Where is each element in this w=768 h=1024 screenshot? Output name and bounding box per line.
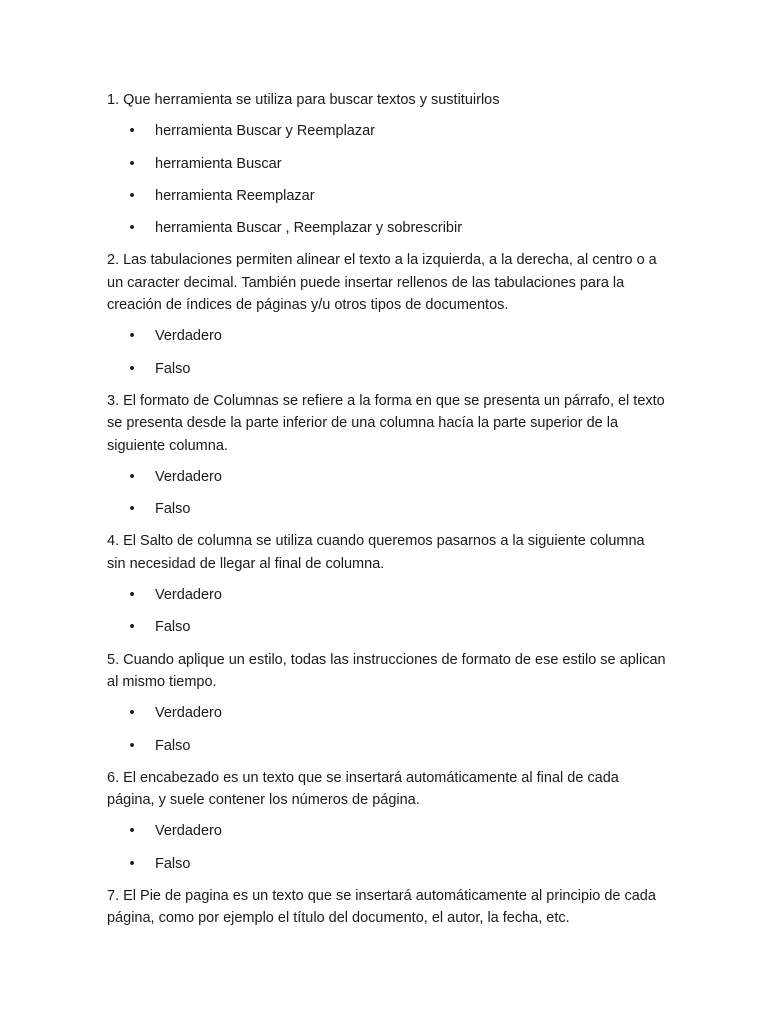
option-label: Falso <box>155 855 191 872</box>
bullet-icon: • <box>129 468 135 485</box>
bullet-icon: • <box>129 737 135 754</box>
bullet-icon: • <box>129 855 135 872</box>
option-item <box>107 735 667 757</box>
option-label: Verdadero <box>155 468 222 485</box>
bullet-icon: • <box>129 501 135 518</box>
bullet-icon: • <box>129 823 135 840</box>
option-label: herramienta Reemplazar <box>155 187 315 204</box>
bullet-icon: • <box>129 123 135 140</box>
bullet-icon: • <box>129 587 135 604</box>
option-item <box>107 153 667 175</box>
option-label: Verdadero <box>155 705 222 722</box>
bullet-icon: • <box>129 328 135 345</box>
option-item <box>107 584 667 606</box>
option-item <box>107 702 667 724</box>
option-list <box>107 466 667 521</box>
option-label: herramienta Buscar y Reemplazar <box>155 123 376 140</box>
question-2 <box>107 249 667 379</box>
question-3 <box>107 390 667 520</box>
option-list <box>107 584 667 639</box>
bullet-icon: • <box>129 619 135 636</box>
question-text: 5. Cuando aplique un estilo, todas las instrucciones de formato de ese estilo se aplican al mismo tiempo. <box>107 651 666 690</box>
option-list <box>107 120 667 239</box>
question-6 <box>107 767 667 875</box>
question-text: 6. El encabezado es un texto que se insertará automáticamente al final de cada página, y suele contener los números de página. <box>107 769 619 809</box>
option-label: Falso <box>155 501 191 518</box>
option-item <box>107 358 667 380</box>
option-item <box>107 466 667 488</box>
option-label: herramienta Buscar <box>155 155 282 172</box>
question-1 <box>107 89 667 239</box>
option-label: Falso <box>155 619 191 636</box>
option-item <box>107 217 667 239</box>
bullet-icon: • <box>129 187 135 204</box>
question-text: 4. El Salto de columna se utiliza cuando queremos pasarnos a la siguiente columna sin necesidad de llegar al final de columna. <box>107 533 645 572</box>
question-4 <box>107 530 667 638</box>
option-label: Falso <box>155 737 191 754</box>
option-item <box>107 120 667 142</box>
option-item <box>107 853 667 875</box>
option-label: Falso <box>155 360 191 377</box>
option-item <box>107 185 667 207</box>
question-text: 1. Que herramienta se utiliza para buscar textos y sustituirlos <box>107 92 500 108</box>
question-text: 3. El formato de Columnas se refiere a la forma en que se presenta un párrafo, el texto se presenta desde la parte inferior de una columna hacía la parte superior de la siguiente columna. <box>107 392 665 454</box>
question-5 <box>107 649 667 757</box>
bullet-icon: • <box>129 220 135 237</box>
option-item <box>107 616 667 638</box>
question-7 <box>107 885 667 930</box>
option-list <box>107 702 667 757</box>
option-list <box>107 325 667 380</box>
quiz-content <box>107 89 667 939</box>
option-item <box>107 820 667 842</box>
bullet-icon: • <box>129 155 135 172</box>
option-label: Verdadero <box>155 587 222 604</box>
option-item <box>107 498 667 520</box>
option-label: Verdadero <box>155 328 222 345</box>
question-text: 7. El Pie de pagina es un texto que se insertará automáticamente al principio de cada página, como por ejemplo el título del documento, el autor, la fecha, etc. <box>107 888 656 927</box>
bullet-icon: • <box>129 705 135 722</box>
option-label: herramienta Buscar , Reemplazar y sobrescribir <box>155 220 463 237</box>
bullet-icon: • <box>129 360 135 377</box>
question-text: 2. Las tabulaciones permiten alinear el texto a la izquierda, a la derecha, al centro o a un caracter decimal. También puede insertar rellenos de las tabulaciones para la creación de índices de páginas y/u otros tipos de documentos. <box>107 252 657 314</box>
option-item <box>107 325 667 347</box>
option-label: Verdadero <box>155 823 222 840</box>
option-list <box>107 820 667 875</box>
